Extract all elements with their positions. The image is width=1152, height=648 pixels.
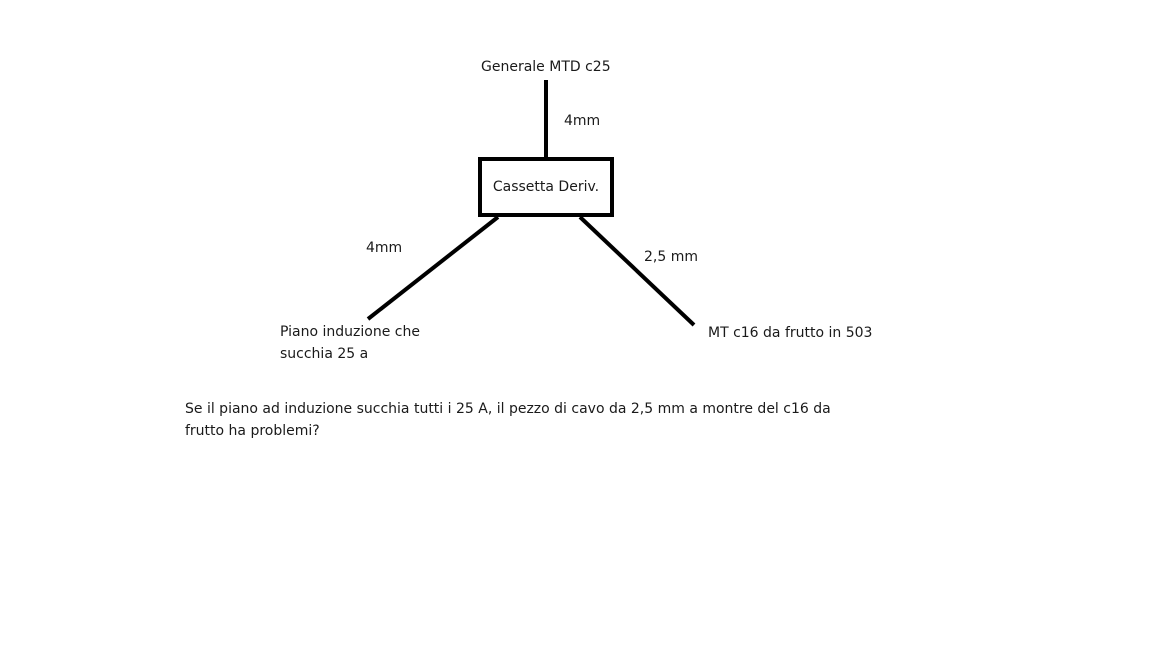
question-text-line2: frutto ha problemi?: [185, 423, 320, 439]
junction-box-label: Cassetta Deriv.: [492, 179, 600, 195]
outlet-breaker-label: MT c16 da frutto in 503: [708, 325, 873, 341]
left-branch-line: [368, 217, 498, 319]
left-cable-size-label: 4mm: [366, 240, 403, 256]
right-branch-line: [580, 217, 694, 325]
induction-hob-label-line1: Piano induzione che: [280, 324, 420, 340]
question-text-line1: Se il piano ad induzione succhia tutti i 25 A, il pezzo di cavo da 2,5 mm a montre del c16 da: [185, 401, 831, 417]
junction-box: [478, 157, 614, 217]
induction-hob-label-line2: succhia 25 a: [280, 346, 369, 362]
right-cable-size-label: 2,5 mm: [644, 249, 698, 265]
top-cable-size-label: 4mm: [564, 113, 601, 129]
main-breaker-label: Generale MTD c25: [481, 59, 611, 75]
